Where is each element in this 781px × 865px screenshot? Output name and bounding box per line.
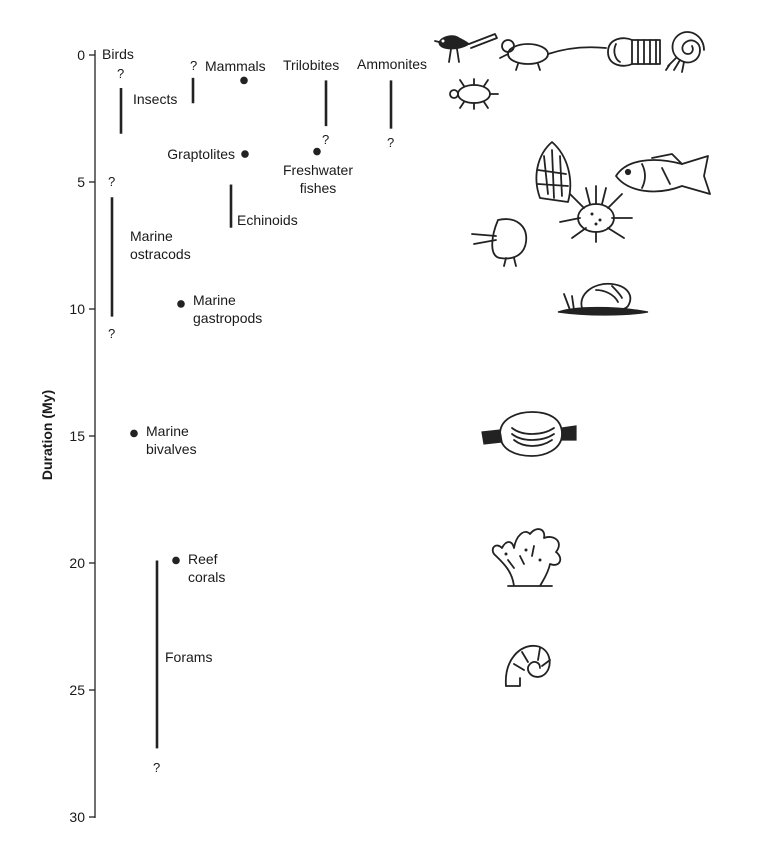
y-tick-label: 0: [77, 47, 85, 63]
taxon-label: Trilobites: [283, 57, 340, 73]
y-tick-label: 20: [69, 555, 85, 571]
taxon-label: Ammonites: [357, 56, 428, 72]
sea-urchin-icon: [560, 186, 632, 242]
foram-icon: [506, 646, 550, 686]
taxon-label: Birds: [102, 46, 134, 62]
taxon-freshwater-fishes: [283, 148, 353, 196]
taxon-marine-gastropods: [177, 292, 262, 326]
uncertain-marker: ?: [117, 66, 125, 81]
taxon-label: Graptolites: [167, 146, 235, 162]
taxon-label: Marine gastropods: [193, 292, 263, 326]
taxon-forams: [153, 560, 212, 775]
taxon-marine-ostracods: [108, 174, 191, 341]
y-axis-ticks: [69, 47, 95, 825]
taxon-echinoids: [231, 185, 298, 228]
taxon-label: Insects: [133, 91, 178, 107]
y-tick-label: 30: [69, 809, 85, 825]
taxon-label: Marine ostracods: [130, 228, 191, 262]
mouse-icon: [500, 40, 606, 70]
point-marker: [130, 430, 138, 438]
taxon-label: Forams: [165, 649, 213, 665]
taxon-trilobites: [283, 57, 339, 147]
uncertain-marker: ?: [387, 135, 395, 150]
fish-icon: [616, 154, 710, 194]
taxon-label: Reef corals: [188, 551, 226, 585]
taxon-label: Mammals: [205, 58, 266, 74]
taxon-mammals: [205, 58, 266, 84]
point-marker: [313, 148, 321, 156]
point-marker: [172, 557, 180, 565]
graptolite-icon: [536, 142, 570, 202]
taxon-marks: [102, 46, 427, 775]
point-marker: [177, 300, 185, 308]
ammonite-icon: [666, 32, 704, 72]
taxon-graptolites: [167, 146, 249, 162]
taxon-birds: [102, 46, 134, 134]
point-marker: [240, 77, 248, 85]
taxon-reef-corals: [172, 551, 225, 585]
taxon-marine-bivalves: [130, 423, 196, 457]
y-tick-label: 5: [77, 174, 85, 190]
snail-icon: [558, 284, 648, 315]
uncertain-marker: ?: [153, 760, 161, 775]
uncertain-marker: ?: [108, 174, 116, 189]
bird-icon: [435, 34, 497, 62]
y-axis-title: Duration (My): [39, 389, 55, 481]
bivalve-icon: [482, 412, 576, 456]
uncertain-marker: ?: [322, 132, 330, 147]
y-tick-label: 25: [69, 682, 85, 698]
ostracod-icon: [472, 219, 526, 266]
point-marker: [241, 150, 249, 158]
uncertain-marker: ?: [108, 326, 116, 341]
uncertain-marker: ?: [190, 58, 198, 73]
taxon-insects: [133, 58, 197, 107]
taxon-ammonites: [357, 56, 427, 150]
y-tick-label: 15: [69, 428, 85, 444]
taxon-label: Echinoids: [237, 212, 298, 228]
taxon-label: Marine bivalves: [146, 423, 197, 457]
trilobite-icon: [608, 38, 660, 66]
coral-icon: [493, 529, 561, 586]
taxon-label: Freshwater fishes: [282, 162, 354, 196]
beetle-icon: [450, 79, 498, 109]
y-tick-label: 10: [69, 301, 85, 317]
